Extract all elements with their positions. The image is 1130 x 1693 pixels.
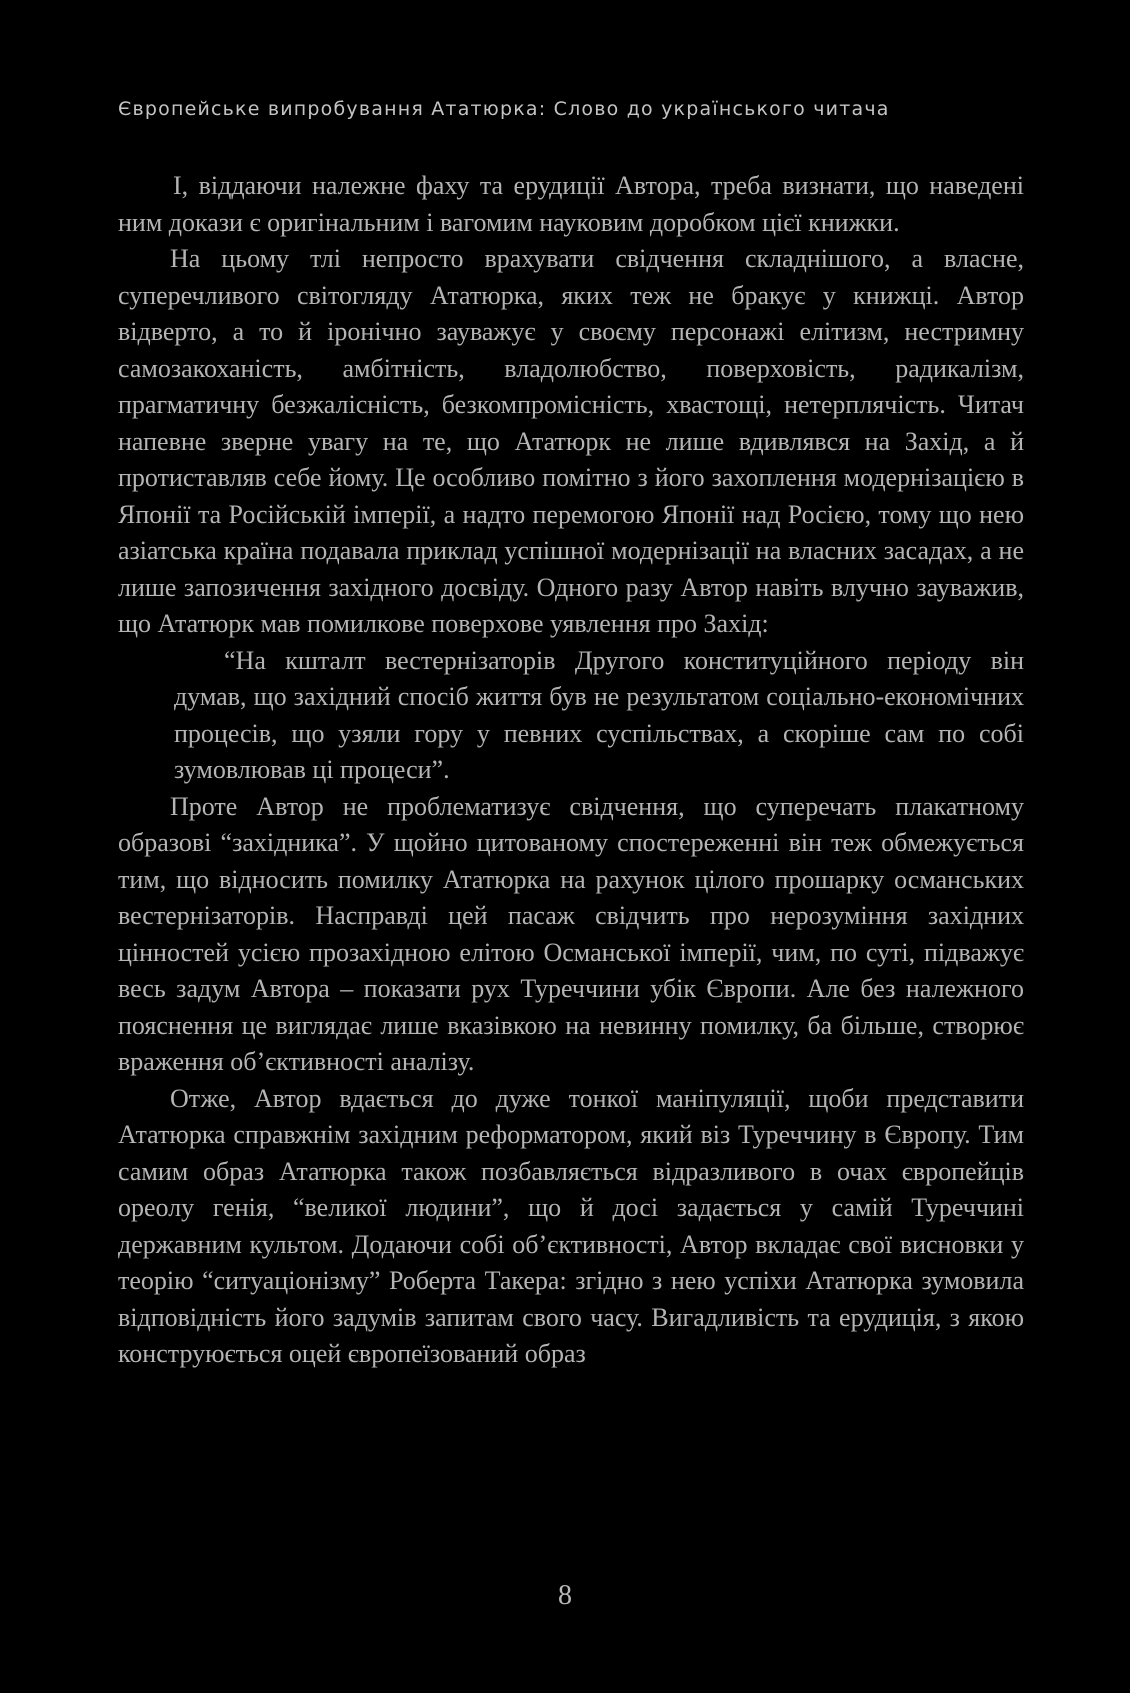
paragraph-1: І, віддаючи належне фаху та ерудиції Автора, треба визнати, що наведені ним докази є оригінальним і вагомим науковим доробком цієї книжки. bbox=[118, 171, 1024, 237]
body-text bbox=[118, 168, 1024, 1373]
paragraph-3: Проте Автор не проблематизує свідчення, що суперечать плакатному образові “західника”. У щойно цитованому спостереженні він теж обмежується тим, що відносить помилку Ататюрка на рахунок цілого прошарку османських вестернізаторів. Насправді цей пасаж свідчить про нерозуміння західних цінностей усією прозахідною елітою Османської імперії, чим, по суті, підважує весь задум Автора – показати рух Туреччини убік Європи. Але без належного пояснення це виглядає лише вказівкою на невинну помилку, ба більше, створює враження об’єктивності аналізу. bbox=[118, 791, 1024, 1076]
page-number: 8 bbox=[558, 1580, 572, 1611]
block-quote: “На кшталт вестернізаторів Другого конституційного періоду він думав, що західний спосіб життя був не результатом соціально-економічних процесів, що узяли гору у певних суспільствах, а скоріше сам по собі зумовлював ці процеси”. bbox=[174, 645, 1024, 784]
paragraph-2: На цьому тлі непросто врахувати свідчення складнішого, а власне, суперечливого світогляду Ататюрка, яких теж не бракує у книжці. Автор відверто, а то й іронічно зауважує у своєму персонажі елітизм, нестримну самозакоханість, амбітність, владолюбство, поверховість, радикалізм, прагматичну безжалісність, безкомпромісність, хвастощі, нетерплячість. Читач напевне зверне увагу на те, що Ататюрк не лише вдивлявся на Захід, а й протиставляв себе йому. Це особливо помітно з його захоплення модернізацією в Японії та Російській імперії, а надто перемогою Японії над Росією, тому що нею азіатська країна подавала приклад успішної модернізації на власних засадах, а не лише запозичення західного досвіду. Одного разу Автор навіть влучно зауважив, що Ататюрк мав помилкове поверхове уявлення про Захід: bbox=[118, 244, 1024, 638]
running-header: Європейське випробування Ататюрка: Слово до українського читача bbox=[118, 98, 890, 120]
paragraph-4: Отже, Автор вдається до дуже тонкої маніпуляції, щоби представити Ататюрка справжнім західним реформатором, який віз Туреччину в Європу. Тим самим образ Ататюрка також позбавляється відразливого в очах європейців ореолу генія, “великої людини”, що й досі задається у самій Туреччині державним культом. Додаючи собі об’єктивності, Автор вкладає свої висновки у теорію “ситуаціонізму” Роберта Такера: згідно з нею успіхи Ататюрка зумовила відповідність його задумів запитам свого часу. Вигадливість та ерудиція, з якою конструюється оцей європеїзований образ bbox=[118, 1083, 1024, 1368]
